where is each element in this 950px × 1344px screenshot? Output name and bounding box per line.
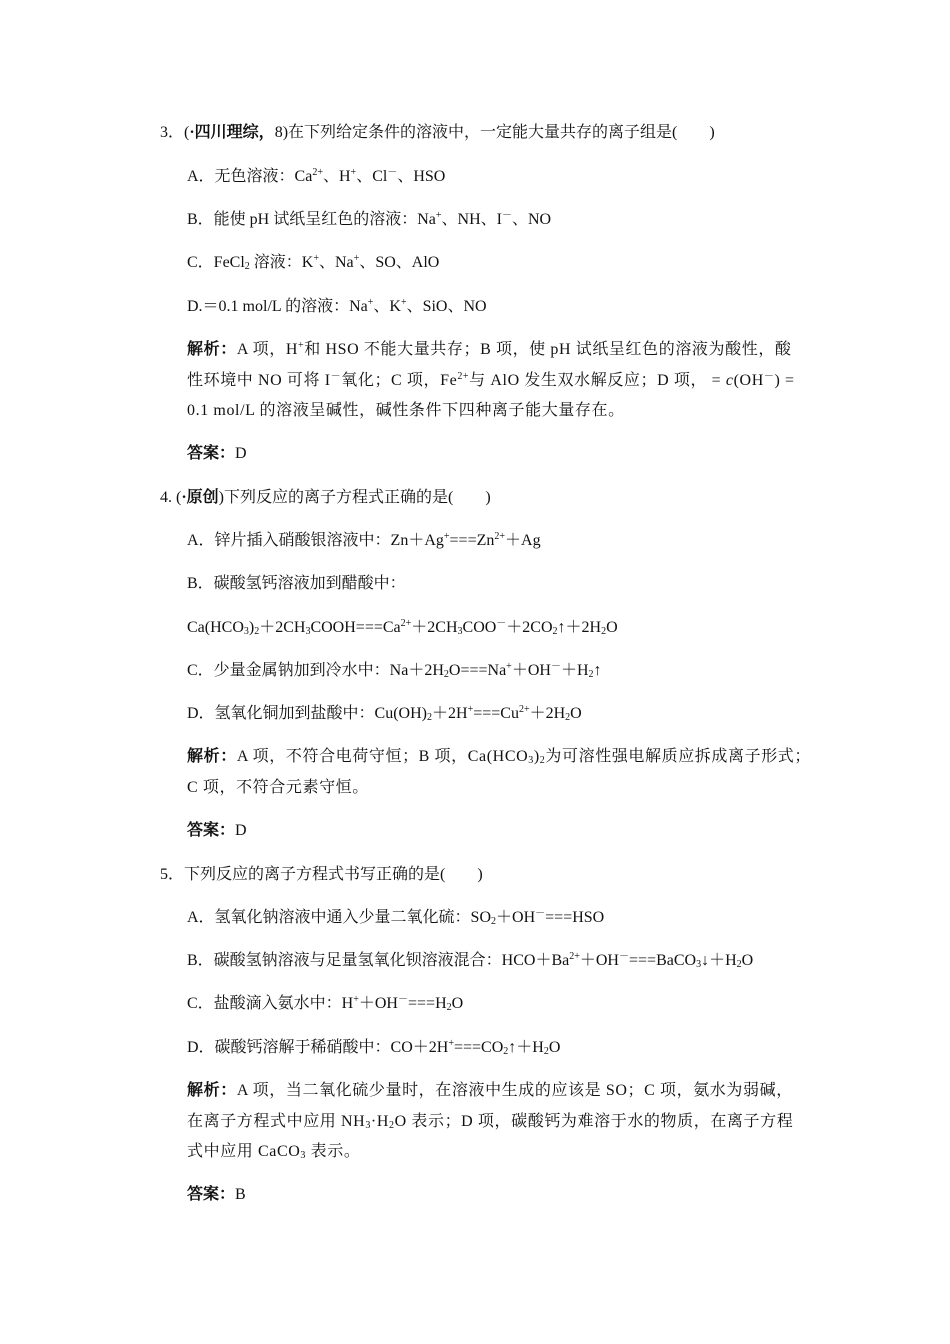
q4-option-d: D．氢氧化铜加到盐酸中：$Cu(OH)_2+2H^+===Cu^{2+}+2H_2O$: [187, 704, 582, 723]
q3-answer: 答案：D: [187, 445, 247, 462]
q5-option-b: B．碳酸氢钠溶液与足量氢氧化钡溶液混合：$HCO+Ba^{2+}+OH^-===BaCO_3↓+H_2O$: [187, 951, 754, 970]
q4-answer: 答案：D: [187, 822, 247, 839]
q5-option-a: A．氢氧化钠溶液中通入少量二氧化硫：$SO_2+OH^-===HSO$: [187, 908, 605, 927]
q5-answer: 答案：B: [187, 1186, 246, 1203]
q5-option-d: D．碳酸钙溶解于稀硝酸中：$CO+2H^+===CO_2↑+H_2O$: [187, 1038, 561, 1057]
q3-option-a: A．无色溶液：$Ca^{2+}$、H+、Cl－、HSO: [187, 167, 446, 185]
q4-option-a: A．锌片插入硝酸银溶液中：$Zn+Ag^+===Zn^{2+}+Ag$: [187, 531, 541, 549]
q5-explanation-line-1: 解析：A 项，当二氧化硫少量时，在溶液中生成的应该是 SO；C 项，氨水为弱碱，: [187, 1082, 793, 1099]
q5-stem: 5．下列反应的离子方程式书写正确的是( ): [160, 866, 483, 883]
explanation-label: 解析：: [187, 748, 237, 765]
q5-explanation-line-3: 式中应用 CaCO$_3$ 表示。: [187, 1143, 361, 1161]
q4-explanation-line-1: 解析：A 项，不符合电荷守恒；B 项，$Ca(HCO_3)_2$为可溶性强电解质应拆成离子形式；: [187, 748, 812, 766]
q4-stem: 4. (·原创)下列反应的离子方程式正确的是( ): [160, 489, 491, 506]
q4-option-b-equation: $Ca(HCO_3)_2+2CH_3COOH===Ca^{2+}+2CH_3COO^-+2CO_2↑+2H_2O$: [187, 618, 618, 637]
q5-option-c: C．盐酸滴入氨水中：$H^++OH^-===H_2O$: [187, 994, 464, 1013]
q3-explanation-line-1: 解析：A 项，H+和 HSO 不能大量共存；B 项，使 pH 试纸呈红色的溶液为酸性，酸: [187, 340, 792, 358]
q3-stem: 3．(·四川理综，8)在下列给定条件的溶液中，一定能大量共存的离子组是( ): [160, 124, 715, 141]
q3-explanation-line-2: 性环境中 NO 可将 I－氧化；C 项，$Fe^{2+}$与 AlO 发生双水解反应；D 项， = c(OH－) =: [187, 371, 795, 389]
explanation-label: 解析：: [187, 1082, 237, 1099]
q4-option-b: B．碳酸氢钙溶液加到醋酸中：: [187, 575, 406, 592]
q3-option-c: C．FeCl$_2$ 溶液：K+、Na+、SO、AlO: [187, 253, 440, 272]
q4-explanation-line-2: C 项，不符合元素守恒。: [187, 779, 369, 796]
explanation-label: 解析：: [187, 341, 237, 358]
q3-option-b: B．能使 pH 试纸呈红色的溶液：Na+、NH、I－、NO: [187, 210, 552, 228]
q3-option-d: D.＝0.1 mol/L 的溶液：Na+、K+、SiO、NO: [187, 297, 487, 315]
q4-option-c: C．少量金属钠加到冷水中：$Na+2H_2O===Na^++OH^-+H_2↑$: [187, 661, 602, 680]
q3-explanation-line-3: 0.1 mol/L 的溶液呈碱性，碱性条件下四种离子能大量存在。: [187, 402, 625, 419]
q5-explanation-line-2: 在离子方程式中应用 $NH_3\cdot H_2O$ 表示；D 项，碳酸钙为难溶于水的物质，在离子方程: [187, 1113, 794, 1131]
